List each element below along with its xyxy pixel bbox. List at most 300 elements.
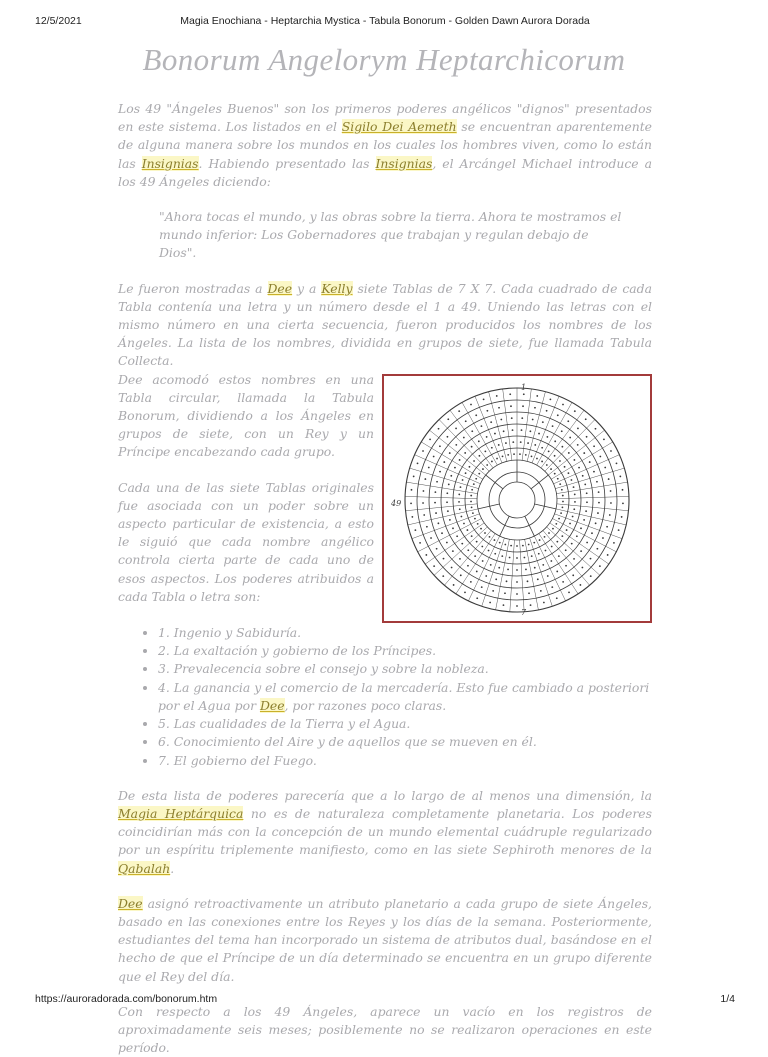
figure-number-left: 49 [391, 498, 402, 508]
tabula-glyph-mark [436, 480, 438, 482]
tabula-glyph-mark [459, 508, 461, 510]
tabula-glyph-mark [498, 406, 500, 408]
tabula-glyph-mark [451, 566, 453, 568]
link-sigilo-dei-aemeth[interactable]: Sigilo Dei Aemeth [341, 119, 457, 135]
tabula-glyph-mark [471, 430, 473, 432]
intro-paragraph [118, 100, 652, 191]
tabula-glyph-mark [476, 597, 478, 599]
tabula-glyph-mark [610, 502, 612, 504]
tabula-glyph-mark [548, 450, 550, 452]
tabula-division [555, 513, 623, 538]
tabula-glyph-mark [476, 540, 478, 542]
tabula-glyph-mark [510, 544, 512, 546]
tabula-glyph-mark [613, 542, 615, 544]
tabula-glyph-mark [603, 438, 605, 440]
tabula-division [429, 430, 485, 475]
tablas-text-3: siete Tablas de 7 X 7. Cada cuadrado de cada Tabla contenía una letra y un número desde el 1 a 49. Uniendo las letras con el mismo número en una cierta secuencia, fueron producidos los nombres de los Ángeles. La lista de los nombres, dividida en grupos de siete, fue llamada Tabula Collecta. [118, 280, 653, 369]
tabula-division [530, 538, 553, 606]
tabula-glyph-mark [452, 550, 454, 552]
tabula-glyph-mark [456, 535, 458, 537]
tabula-glyph-mark [492, 590, 494, 592]
tabula-glyph-mark [569, 436, 571, 438]
tabula-glyph-mark [536, 457, 538, 459]
power-item-5: • 5. Las cualidades de la Tierra y el Agua. [158, 715, 652, 733]
tabula-glyph-mark [618, 529, 620, 531]
tabula-glyph-mark [583, 452, 585, 454]
acomodo-paragraph: Dee acomodó estos nombres en una Tabla circular, llamada la Tabula Bonorum, dividiendo a los Ángeles en grupos de siete, con un Rey y un Príncipe encabezando cada grupo. [118, 371, 374, 460]
tabula-glyph-mark [467, 564, 469, 566]
tabula-glyph-mark [516, 569, 518, 571]
tabula-glyph-mark [552, 425, 554, 427]
tabula-glyph-mark [449, 519, 451, 521]
tabula-glyph-mark [582, 475, 584, 477]
tabula-glyph-mark [574, 459, 576, 461]
tabula-glyph-mark [414, 529, 416, 531]
tabula-glyph-mark [471, 445, 473, 447]
tabula-glyph-mark [596, 547, 598, 549]
tabula-glyph-mark [460, 486, 462, 488]
print-date: 12/5/2021 [35, 15, 82, 27]
tabula-glyph-mark [580, 527, 582, 529]
power-item-7: • 7. El gobierno del Fuego. [158, 752, 652, 770]
tabula-glyph-mark [463, 436, 465, 438]
tabula-glyph-mark [483, 398, 485, 400]
power-item-1: • 1. Ingenio y Sabiduría. [158, 624, 652, 642]
tabula-glyph-mark [446, 541, 448, 543]
tabula-glyph-mark [547, 575, 549, 577]
dee-atributos-paragraph [118, 895, 652, 986]
tabula-glyph-mark [448, 483, 450, 485]
tabula-division [532, 396, 559, 463]
tabula-glyph-mark [480, 527, 482, 529]
tabula-glyph-mark [607, 554, 609, 556]
tabula-glyph-mark [516, 581, 518, 583]
tabula-bonorum-image [388, 378, 646, 619]
tabula-glyph-mark [498, 444, 500, 446]
power-item-6: • 6. Conocimiento del Aire y de aquellos que se mueven en él. [158, 733, 652, 751]
tabula-glyph-mark [619, 475, 621, 477]
tabula-glyph-mark [599, 455, 601, 457]
tabula-glyph-mark [482, 468, 484, 470]
tabula-glyph-mark [503, 430, 505, 432]
tabula-glyph-mark [561, 489, 563, 491]
tabula-glyph-mark [453, 584, 455, 586]
tabula-glyph-mark [470, 403, 472, 405]
tabula-glyph-mark [463, 522, 465, 524]
tabula-glyph-mark [541, 446, 543, 448]
tabula-glyph-mark [562, 506, 564, 508]
tabula-glyph-mark [585, 418, 587, 420]
print-header [35, 15, 735, 29]
tabula-glyph-mark [548, 532, 550, 534]
link-insignias-2[interactable]: Insignias [375, 155, 433, 171]
tabula-glyph-mark [484, 532, 486, 534]
tabula-glyph-mark [494, 553, 496, 555]
tabula-glyph-mark [608, 478, 610, 480]
link-insignias-1[interactable]: Insignias [141, 155, 199, 171]
tabula-glyph-mark [417, 462, 419, 464]
tabula-glyph-mark [574, 493, 576, 495]
tabula-glyph-mark [558, 517, 560, 519]
tabula-glyph-mark [559, 483, 561, 485]
tabula-glyph-mark [476, 570, 478, 572]
tabula-glyph-mark [558, 555, 560, 557]
tabula-glyph-mark [566, 529, 568, 531]
tabula-glyph-mark [509, 556, 511, 558]
tabula-glyph-mark [523, 393, 525, 395]
tabula-glyph-mark [505, 442, 507, 444]
tabula-glyph-mark [586, 541, 588, 543]
tabula-glyph-mark [576, 535, 578, 537]
tabula-glyph-mark [556, 570, 558, 572]
tabula-glyph-mark [546, 410, 548, 412]
tabula-glyph-mark [554, 472, 556, 474]
tabula-glyph-mark [528, 543, 530, 545]
print-document-title: Magia Enochiana - Heptarchia Mystica - Tabula Bonorum - Golden Dawn Aurora Dorada [180, 15, 590, 27]
dee-atributos-text: asignó retroactivamente un atributo planetario a cada grupo de siete Ángeles, basado en las conexiones entre los Reyes y los días de la semana. Posteriormente, estudiantes del tema han incorporado un sistema de atributos dual, basándose en el hecho de que el Príncipe de un día determinado se encuentra en un grupo diferente que el Rey del día. [118, 895, 652, 984]
tabula-glyph-mark [609, 514, 611, 516]
tabula-glyph-mark [510, 405, 512, 407]
tabula-glyph-mark [534, 406, 536, 408]
tabula-glyph-mark [527, 580, 529, 582]
tabula-glyph-mark [491, 460, 493, 462]
tabula-glyph-mark [560, 512, 562, 514]
tabula-glyph-mark [602, 537, 604, 539]
tabula-glyph-mark [599, 565, 601, 567]
tabula-glyph-mark [521, 429, 523, 431]
tabula-glyph-mark [534, 444, 536, 446]
tabula-glyph-mark [496, 395, 498, 397]
tabula-glyph-mark [559, 460, 561, 462]
tabula-glyph-mark [482, 560, 484, 562]
tabula-glyph-mark [419, 542, 421, 544]
tabula-glyph-mark [486, 410, 488, 412]
tabula-glyph-mark [422, 502, 424, 504]
tabula-glyph-mark [446, 501, 448, 503]
tabula-glyph-mark [552, 527, 554, 529]
tabula-glyph-mark [586, 501, 588, 503]
tabula-glyph-mark [529, 430, 531, 432]
tabula-glyph-mark [532, 418, 534, 420]
tabula-glyph-mark [540, 590, 542, 592]
tabula-glyph-mark [557, 477, 559, 479]
tabula-glyph-mark [546, 464, 548, 466]
tabula-glyph-mark [488, 549, 490, 551]
print-url: https://auroradorada.com/bonorum.htm [35, 993, 218, 1005]
tabula-glyph-mark [485, 575, 487, 577]
tabula-glyph-mark [598, 491, 600, 493]
tabula-glyph-mark [562, 500, 564, 502]
tabula-glyph-mark [550, 560, 552, 562]
tabula-glyph-mark [551, 545, 553, 547]
tabula-glyph-mark [571, 479, 573, 481]
tabula-glyph-mark [410, 502, 412, 504]
power-item-2: • 2. La exaltación y gobierno de los Príncipes. [158, 642, 652, 660]
tabula-glyph-mark [610, 450, 612, 452]
tabula-glyph-mark [430, 537, 432, 539]
tabula-glyph-mark [584, 483, 586, 485]
tabula-glyph-mark [622, 502, 624, 504]
tabula-glyph-mark [555, 523, 557, 525]
tabula-glyph-mark [525, 568, 527, 570]
tabula-glyph-mark [450, 475, 452, 477]
tabula-glyph-mark [471, 489, 473, 491]
tabula-glyph-mark [512, 429, 514, 431]
tabula-glyph-mark [516, 593, 518, 595]
tabula-glyph-mark [577, 444, 579, 446]
tabula-glyph-mark [572, 515, 574, 517]
tabula-glyph-mark [568, 472, 570, 474]
link-magia-heptarquica[interactable]: Magia Heptárquica [118, 805, 244, 821]
tabula-glyph-mark [578, 466, 580, 468]
tabula-glyph-mark [435, 512, 437, 514]
tabula-glyph-mark [577, 427, 579, 429]
tabula-glyph-mark [478, 440, 480, 442]
tabula-glyph-mark [438, 427, 440, 429]
tabula-glyph-mark [473, 483, 475, 485]
tabula-division [468, 536, 499, 601]
tabula-glyph-mark [573, 508, 575, 510]
lista-text-2: no es de naturaleza completamente planetaria. Los poderes coincidirían más con la concepción de un mundo elemental cuádruple regularizado por un espíritu triplemente manifiesto, como en las siete Sephiroth menores de la [118, 805, 652, 858]
tabula-glyph-mark [573, 558, 575, 560]
tabula-glyph-mark [595, 522, 597, 524]
tabula-glyph-mark [513, 453, 515, 455]
tabula-glyph-mark [454, 466, 456, 468]
tabula-glyph-mark [565, 549, 567, 551]
tabula-glyph-mark [544, 536, 546, 538]
intro-text-3: . Habiendo presentado las [198, 155, 376, 171]
tabula-glyph-mark [486, 436, 488, 438]
tabula-glyph-mark [439, 470, 441, 472]
tabula-glyph-mark [537, 578, 539, 580]
tabula-glyph-mark [501, 555, 503, 557]
tabula-glyph-mark [489, 536, 491, 538]
tabula-glyph-mark [465, 420, 467, 422]
tabula-glyph-mark [470, 581, 472, 583]
tabula-glyph-mark [458, 410, 460, 412]
tabula-glyph-mark [512, 441, 514, 443]
tabula-glyph-mark [556, 540, 558, 542]
tabula-glyph-mark [545, 549, 547, 551]
tabula-glyph-mark [534, 566, 536, 568]
tabula-glyph-mark [568, 591, 570, 593]
tabula-division [412, 513, 480, 538]
tabula-glyph-mark [539, 539, 541, 541]
tabula-glyph-mark [439, 445, 441, 447]
tabula-glyph-mark [490, 564, 492, 566]
tabula-glyph-mark [474, 517, 476, 519]
tabula-glyph-mark [562, 403, 564, 405]
print-page-number: 1/4 [720, 993, 735, 1005]
tabula-glyph-mark [481, 425, 483, 427]
tabula-glyph-mark [464, 591, 466, 593]
tabula-division [548, 430, 604, 475]
tabula-glyph-mark [423, 490, 425, 492]
figure-number-top: 1 [521, 382, 527, 392]
tabula-glyph-mark [443, 461, 445, 463]
tabula-glyph-mark [433, 455, 435, 457]
tabula-glyph-mark [595, 427, 597, 429]
tabula-glyph-mark [462, 479, 464, 481]
tabula-glyph-mark [543, 601, 545, 603]
tabula-glyph-mark [531, 455, 533, 457]
tabula-glyph-mark [610, 490, 612, 492]
tabula-glyph-mark [495, 578, 497, 580]
tabula-glyph-mark [459, 459, 461, 461]
tabula-glyph-mark [520, 441, 522, 443]
tabula-spoke [478, 504, 499, 509]
tabula-glyph-mark [622, 489, 624, 491]
tabula-glyph-mark [579, 584, 581, 586]
tabula-glyph-mark [470, 494, 472, 496]
tabula-glyph-mark [581, 566, 583, 568]
tabula-glyph-mark [458, 501, 460, 503]
tabula-glyph-mark [509, 393, 511, 395]
tabula-glyph-mark [447, 436, 449, 438]
tabula-glyph-mark [522, 405, 524, 407]
tabula-glyph-mark [460, 515, 462, 517]
tabula-glyph-mark [511, 417, 513, 419]
tabula-glyph-mark [470, 500, 472, 502]
tabula-glyph-mark [478, 472, 480, 474]
tabula-glyph-mark [538, 432, 540, 434]
power-item-4-text: 4. La ganancia y el comercio de la mercadería. Esto fue cambiado a posteriori por el Agua por [158, 679, 650, 713]
link-dee-2[interactable]: Dee [259, 697, 285, 713]
tabula-glyph-mark [499, 541, 501, 543]
tablas-text-2: y a [292, 280, 322, 296]
tabula-glyph-mark [538, 553, 540, 555]
tabula-glyph-mark [486, 464, 488, 466]
tabula-glyph-mark [516, 545, 518, 547]
tabula-glyph-mark [524, 556, 526, 558]
figure-number-bottom: 7 [521, 607, 527, 617]
tablas-text-1: Le fueron mostradas a [118, 280, 268, 296]
article-body [118, 100, 652, 1057]
tabula-glyph-mark [621, 516, 623, 518]
tabula-glyph-mark [565, 564, 567, 566]
tabula-glyph-mark [554, 455, 556, 457]
tabula-glyph-mark [471, 506, 473, 508]
tabula-glyph-mark [496, 457, 498, 459]
link-kelly[interactable]: Kelly [321, 280, 353, 296]
tabula-glyph-mark [597, 512, 599, 514]
link-qabalah[interactable]: Qabalah [118, 860, 171, 876]
tabula-glyph-mark [591, 532, 593, 534]
tabula-glyph-mark [573, 486, 575, 488]
tabula-glyph-mark [574, 410, 576, 412]
tabula-glyph-mark [449, 452, 451, 454]
tabula-glyph-mark [433, 565, 435, 567]
tabula-glyph-mark [503, 604, 505, 606]
tabula-glyph-mark [477, 523, 479, 525]
tabula-glyph-mark [593, 445, 595, 447]
tabula-glyph-mark [429, 438, 431, 440]
lista-paragraph [118, 787, 652, 878]
tabula-glyph-mark [502, 455, 504, 457]
tabula-glyph-mark [586, 436, 588, 438]
tabula-glyph-mark [536, 395, 538, 397]
tabula-glyph-mark [455, 444, 457, 446]
tabula-glyph-mark [490, 421, 492, 423]
tabula-glyph-mark [569, 522, 571, 524]
tabula-glyph-mark [484, 450, 486, 452]
tabula-glyph-mark [589, 461, 591, 463]
lista-text-3: . [170, 860, 175, 876]
tabula-glyph-mark [562, 581, 564, 583]
tabula-glyph-mark [436, 547, 438, 549]
tabula-glyph-mark [498, 566, 500, 568]
tabula-glyph-mark [604, 466, 606, 468]
tabula-glyph-mark [437, 522, 439, 524]
tabula-glyph-mark [504, 592, 506, 594]
tabula-glyph-mark [473, 460, 475, 462]
siete-tablas-paragraph: Cada una de las siete Tablas originales fue asociada con un poder sobre un aspecto particular de existencia, a esto le siguió que cada nombre angélico controla cierta parte de cada uno de esos aspectos. Los poderes atribuidos a cada Tabla o letra son: [118, 479, 374, 604]
tabula-glyph-mark [516, 557, 518, 559]
tablas-paragraph [118, 280, 652, 371]
link-dee-3[interactable]: Dee [118, 895, 143, 911]
tabula-glyph-mark [425, 554, 427, 556]
tabula-glyph-mark [475, 414, 477, 416]
tabula-glyph-mark [542, 421, 544, 423]
tabula-glyph-mark [469, 466, 471, 468]
tabula-glyph-mark [527, 442, 529, 444]
tabula-glyph-mark [542, 564, 544, 566]
tabula-glyph-mark [580, 550, 582, 552]
tabula-glyph-mark [525, 454, 527, 456]
tabula-glyph-mark [428, 466, 430, 468]
michael-quote: "Ahora tocas el mundo, y las obras sobre la tierra. Ahora te mostramos el mundo inferior: Los Gobernadores que trabajan y regulan debajo de Dios". [159, 209, 622, 261]
tabula-glyph-mark [507, 454, 509, 456]
tabula-spoke [535, 504, 556, 509]
tabula-glyph-mark [443, 557, 445, 559]
tabula-glyph-mark [586, 492, 588, 494]
print-footer [35, 993, 735, 1007]
powers-list [118, 624, 652, 770]
tabula-division [475, 396, 502, 463]
tabula-glyph-mark [606, 525, 608, 527]
intro-text-1: Los 49 "Ángeles Buenos" son los primeros poderes angélicos "dignos" presentados en este sistema. Los listados en el [118, 101, 652, 135]
tabula-glyph-mark [467, 529, 469, 531]
tabula-glyph-mark [541, 460, 543, 462]
tabula-glyph-mark [461, 542, 463, 544]
tabula-glyph-mark [583, 519, 585, 521]
tabula-glyph-mark [411, 516, 413, 518]
tabula-glyph-mark [568, 452, 570, 454]
tabula-glyph-mark [590, 575, 592, 577]
tabula-glyph-mark [481, 545, 483, 547]
lista-text-1: De esta lista de poderes parecería que a lo largo de al menos una dimensión, la [118, 787, 652, 803]
tabula-glyph-mark [426, 525, 428, 527]
tabula-glyph-mark [413, 475, 415, 477]
vacio-paragraph: Con respecto a los 49 Ángeles, aparece un vacío en los registros de aproximadamente seis meses; posiblemente no se realizaron operaciones en este período. [118, 1003, 652, 1056]
tabula-glyph-mark [447, 418, 449, 420]
tabula-glyph-mark [455, 427, 457, 429]
tabula-glyph-mark [533, 541, 535, 543]
tabula-glyph-mark [516, 605, 518, 607]
tabula-glyph-mark [459, 558, 461, 560]
tabula-glyph-mark [475, 477, 477, 479]
tabula-glyph-mark [481, 586, 483, 588]
tabula-glyph-mark [571, 542, 573, 544]
tabula-division [534, 536, 565, 601]
intro-text-2: se encuentran aparentemente de alguna manera sobre los mundos en los cuales los hombres viven, como lo están las [118, 119, 653, 171]
link-dee-1[interactable]: Dee [267, 280, 293, 296]
tabula-glyph-mark [489, 601, 491, 603]
page-title: Bonorum Angelorym Heptarchicorum [142, 42, 626, 77]
tabula-glyph-mark [530, 604, 532, 606]
tabula-glyph-mark [479, 455, 481, 457]
tabula-glyph-mark [424, 478, 426, 480]
